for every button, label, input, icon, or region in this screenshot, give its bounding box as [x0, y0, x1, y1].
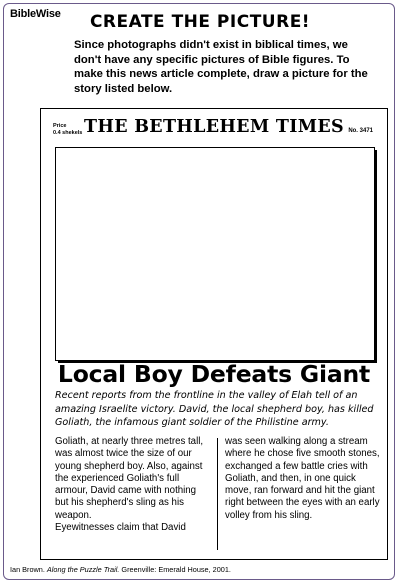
- newspaper-name: THE BETHLEHEM TIMES: [84, 117, 344, 137]
- drawing-area[interactable]: [55, 147, 375, 361]
- page-title: CREATE THE PICTURE!: [89, 12, 311, 32]
- article-headline: Local Boy Defeats Giant: [57, 360, 371, 388]
- article-column-left: [55, 436, 210, 534]
- column-divider: [217, 438, 218, 550]
- credit-author: Ian Brown.: [10, 565, 45, 574]
- article-body: [55, 436, 380, 556]
- price-label-line1: Price: [53, 123, 67, 129]
- instructions-text: Since photographs didn't exist in biblical times, we don't have any specific pictures of Bible figures. To make this news article complete, draw a picture for the story listed below.: [74, 39, 368, 95]
- article-column-right: was seen walking along a stream where he chose five smooth stones, exchanged a few battle cries with Goliath, and then, in one quick move, ran forward and hit the giant right between the eyes with an early volley from his sling.: [225, 436, 380, 521]
- article-paragraph: Goliath, at nearly three metres tall, was almost twice the size of our young shepherd boy. Also, against the experienced Goliath's full armour, David came with nothing but his shepherd's sling as his weapon.: [55, 436, 204, 521]
- drawing-area-shadow: [375, 150, 377, 362]
- credit-book: Along the Puzzle Trail.: [46, 565, 120, 574]
- newspaper: [40, 108, 388, 560]
- price-value: 0.4 shekels: [53, 130, 83, 136]
- brand-logo: BibleWise: [10, 8, 61, 20]
- masthead: [41, 109, 387, 147]
- source-credit: [10, 565, 231, 574]
- article-deck: Recent reports from the frontline in the valley of Elah tell of an amazing Israelite victory. David, the local shepherd boy, has killed Goliath, the infamous giant soldier of the Philistine army.: [55, 390, 374, 428]
- credit-publisher: Greenville: Emerald House, 2001.: [121, 565, 231, 574]
- issue-number: No. 3471: [348, 128, 373, 134]
- article-paragraph: Eyewitnesses claim that David: [55, 522, 186, 534]
